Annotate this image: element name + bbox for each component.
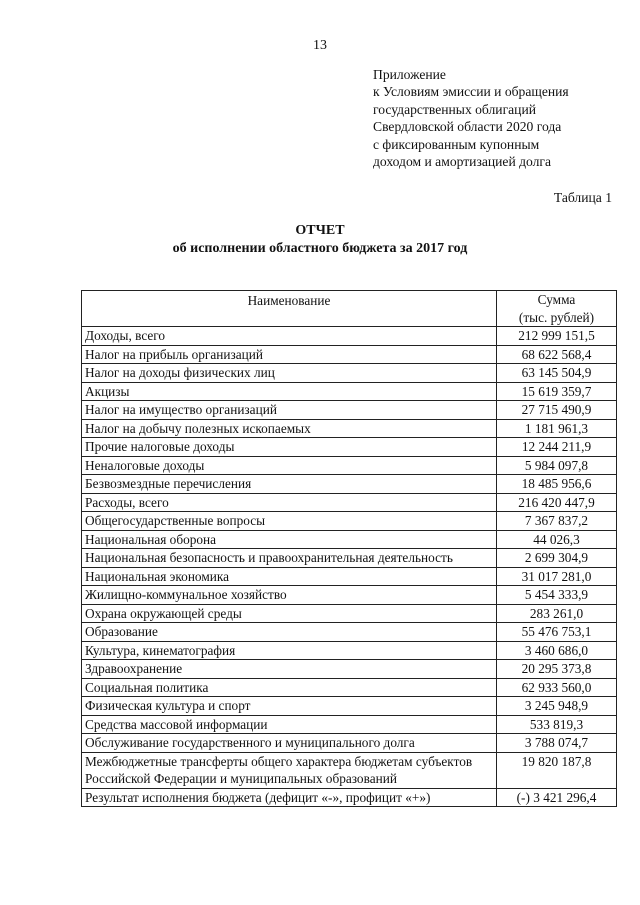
table-row (82, 364, 617, 383)
row-name: Обслуживание государственного и муниципального долга (82, 734, 497, 753)
row-name: Социальная политика (82, 678, 497, 697)
row-name: Жилищно-коммунальное хозяйство (82, 586, 497, 605)
row-name: Безвозмездные перечисления (82, 475, 497, 494)
row-amount: 63 145 504,9 (497, 364, 617, 383)
row-name: Результат исполнения бюджета (дефицит «-», профицит «+») (82, 788, 497, 807)
row-name: Налог на прибыль организаций (82, 345, 497, 364)
row-name: Налог на доходы физических лиц (82, 364, 497, 383)
report-title: ОТЧЕТ (295, 223, 345, 238)
row-amount: 68 622 568,4 (497, 345, 617, 364)
table-row (82, 734, 617, 753)
row-name: Образование (82, 623, 497, 642)
table-row (82, 623, 617, 642)
row-name: Физическая культура и спорт (82, 697, 497, 716)
row-name: Охрана окружающей среды (82, 604, 497, 623)
row-amount: 3 460 686,0 (497, 641, 617, 660)
row-amount: 31 017 281,0 (497, 567, 617, 586)
row-name: Национальная экономика (82, 567, 497, 586)
amount-header-unit: (тыс. рублей) (518, 309, 595, 325)
row-name: Доходы, всего (82, 327, 497, 346)
table-row (82, 475, 617, 494)
row-amount: 3 788 074,7 (497, 734, 617, 753)
table-body (82, 327, 617, 807)
row-amount: 20 295 373,8 (497, 660, 617, 679)
table-row (82, 438, 617, 457)
row-amount: 55 476 753,1 (497, 623, 617, 642)
row-amount: 533 819,3 (497, 715, 617, 734)
row-name: Национальная оборона (82, 530, 497, 549)
row-amount: 3 245 948,9 (497, 697, 617, 716)
amount-column-header (497, 291, 617, 327)
row-amount: 44 026,3 (497, 530, 617, 549)
row-amount: 12 244 211,9 (497, 438, 617, 457)
row-name: Национальная безопасность и правоохранительная деятельность (82, 549, 497, 568)
table-row (82, 586, 617, 605)
row-name: Налог на имущество организаций (82, 401, 497, 420)
appendix-note (373, 66, 623, 170)
row-amount: 27 715 490,9 (497, 401, 617, 420)
table-row (82, 697, 617, 716)
appendix-line: доходом и амортизацией долга (373, 154, 552, 170)
row-amount: 2 699 304,9 (497, 549, 617, 568)
table-row (82, 678, 617, 697)
row-amount: 212 999 151,5 (497, 327, 617, 346)
row-amount: 1 181 961,3 (497, 419, 617, 438)
table-row (82, 345, 617, 364)
table-header-row (82, 291, 617, 327)
table-row (82, 530, 617, 549)
row-amount: 62 933 560,0 (497, 678, 617, 697)
table-row (82, 660, 617, 679)
row-name: Средства массовой информации (82, 715, 497, 734)
table-row (82, 456, 617, 475)
row-name: Межбюджетные трансферты общего характера бюджетам субъектов Российской Федерации и муниципальных образований (82, 752, 497, 788)
page-number: 13 (313, 38, 327, 53)
row-name: Культура, кинематография (82, 641, 497, 660)
row-name: Общегосударственные вопросы (82, 512, 497, 531)
appendix-line: с фиксированным купонным (373, 136, 540, 152)
appendix-line: Приложение (373, 67, 446, 82)
appendix-line: Свердловской области 2020 года (373, 119, 562, 135)
table-row (82, 604, 617, 623)
table-row (82, 382, 617, 401)
row-name: Неналоговые доходы (82, 456, 497, 475)
row-name: Здравоохранение (82, 660, 497, 679)
row-name: Налог на добычу полезных ископаемых (82, 419, 497, 438)
report-subtitle: об исполнении областного бюджета за 2017 год (172, 241, 468, 256)
table-row (82, 401, 617, 420)
row-name: Расходы, всего (82, 493, 497, 512)
table-row (82, 493, 617, 512)
amount-header-line: Сумма (537, 292, 576, 307)
row-name: Прочие налоговые доходы (82, 438, 497, 457)
table-row (82, 512, 617, 531)
table-label: Таблица 1 (553, 190, 612, 205)
report-title-block (0, 222, 640, 258)
table-row (82, 419, 617, 438)
table-row (82, 641, 617, 660)
table-row (82, 567, 617, 586)
row-amount: (-) 3 421 296,4 (497, 788, 617, 807)
table-row (82, 752, 617, 788)
appendix-line: к Условиям эмиссии и обращения (373, 84, 569, 100)
row-amount: 5 984 097,8 (497, 456, 617, 475)
budget-report-table (81, 290, 617, 807)
table-row (82, 788, 617, 807)
row-amount: 283 261,0 (497, 604, 617, 623)
row-amount: 216 420 447,9 (497, 493, 617, 512)
row-amount: 7 367 837,2 (497, 512, 617, 531)
row-amount: 19 820 187,8 (497, 752, 617, 788)
table-row (82, 549, 617, 568)
row-amount: 5 454 333,9 (497, 586, 617, 605)
table-row (82, 715, 617, 734)
row-amount: 18 485 956,6 (497, 475, 617, 494)
table-row (82, 327, 617, 346)
row-name: Акцизы (82, 382, 497, 401)
appendix-line: государственных облигаций (373, 101, 537, 117)
name-column-header: Наименование (82, 291, 497, 327)
row-amount: 15 619 359,7 (497, 382, 617, 401)
